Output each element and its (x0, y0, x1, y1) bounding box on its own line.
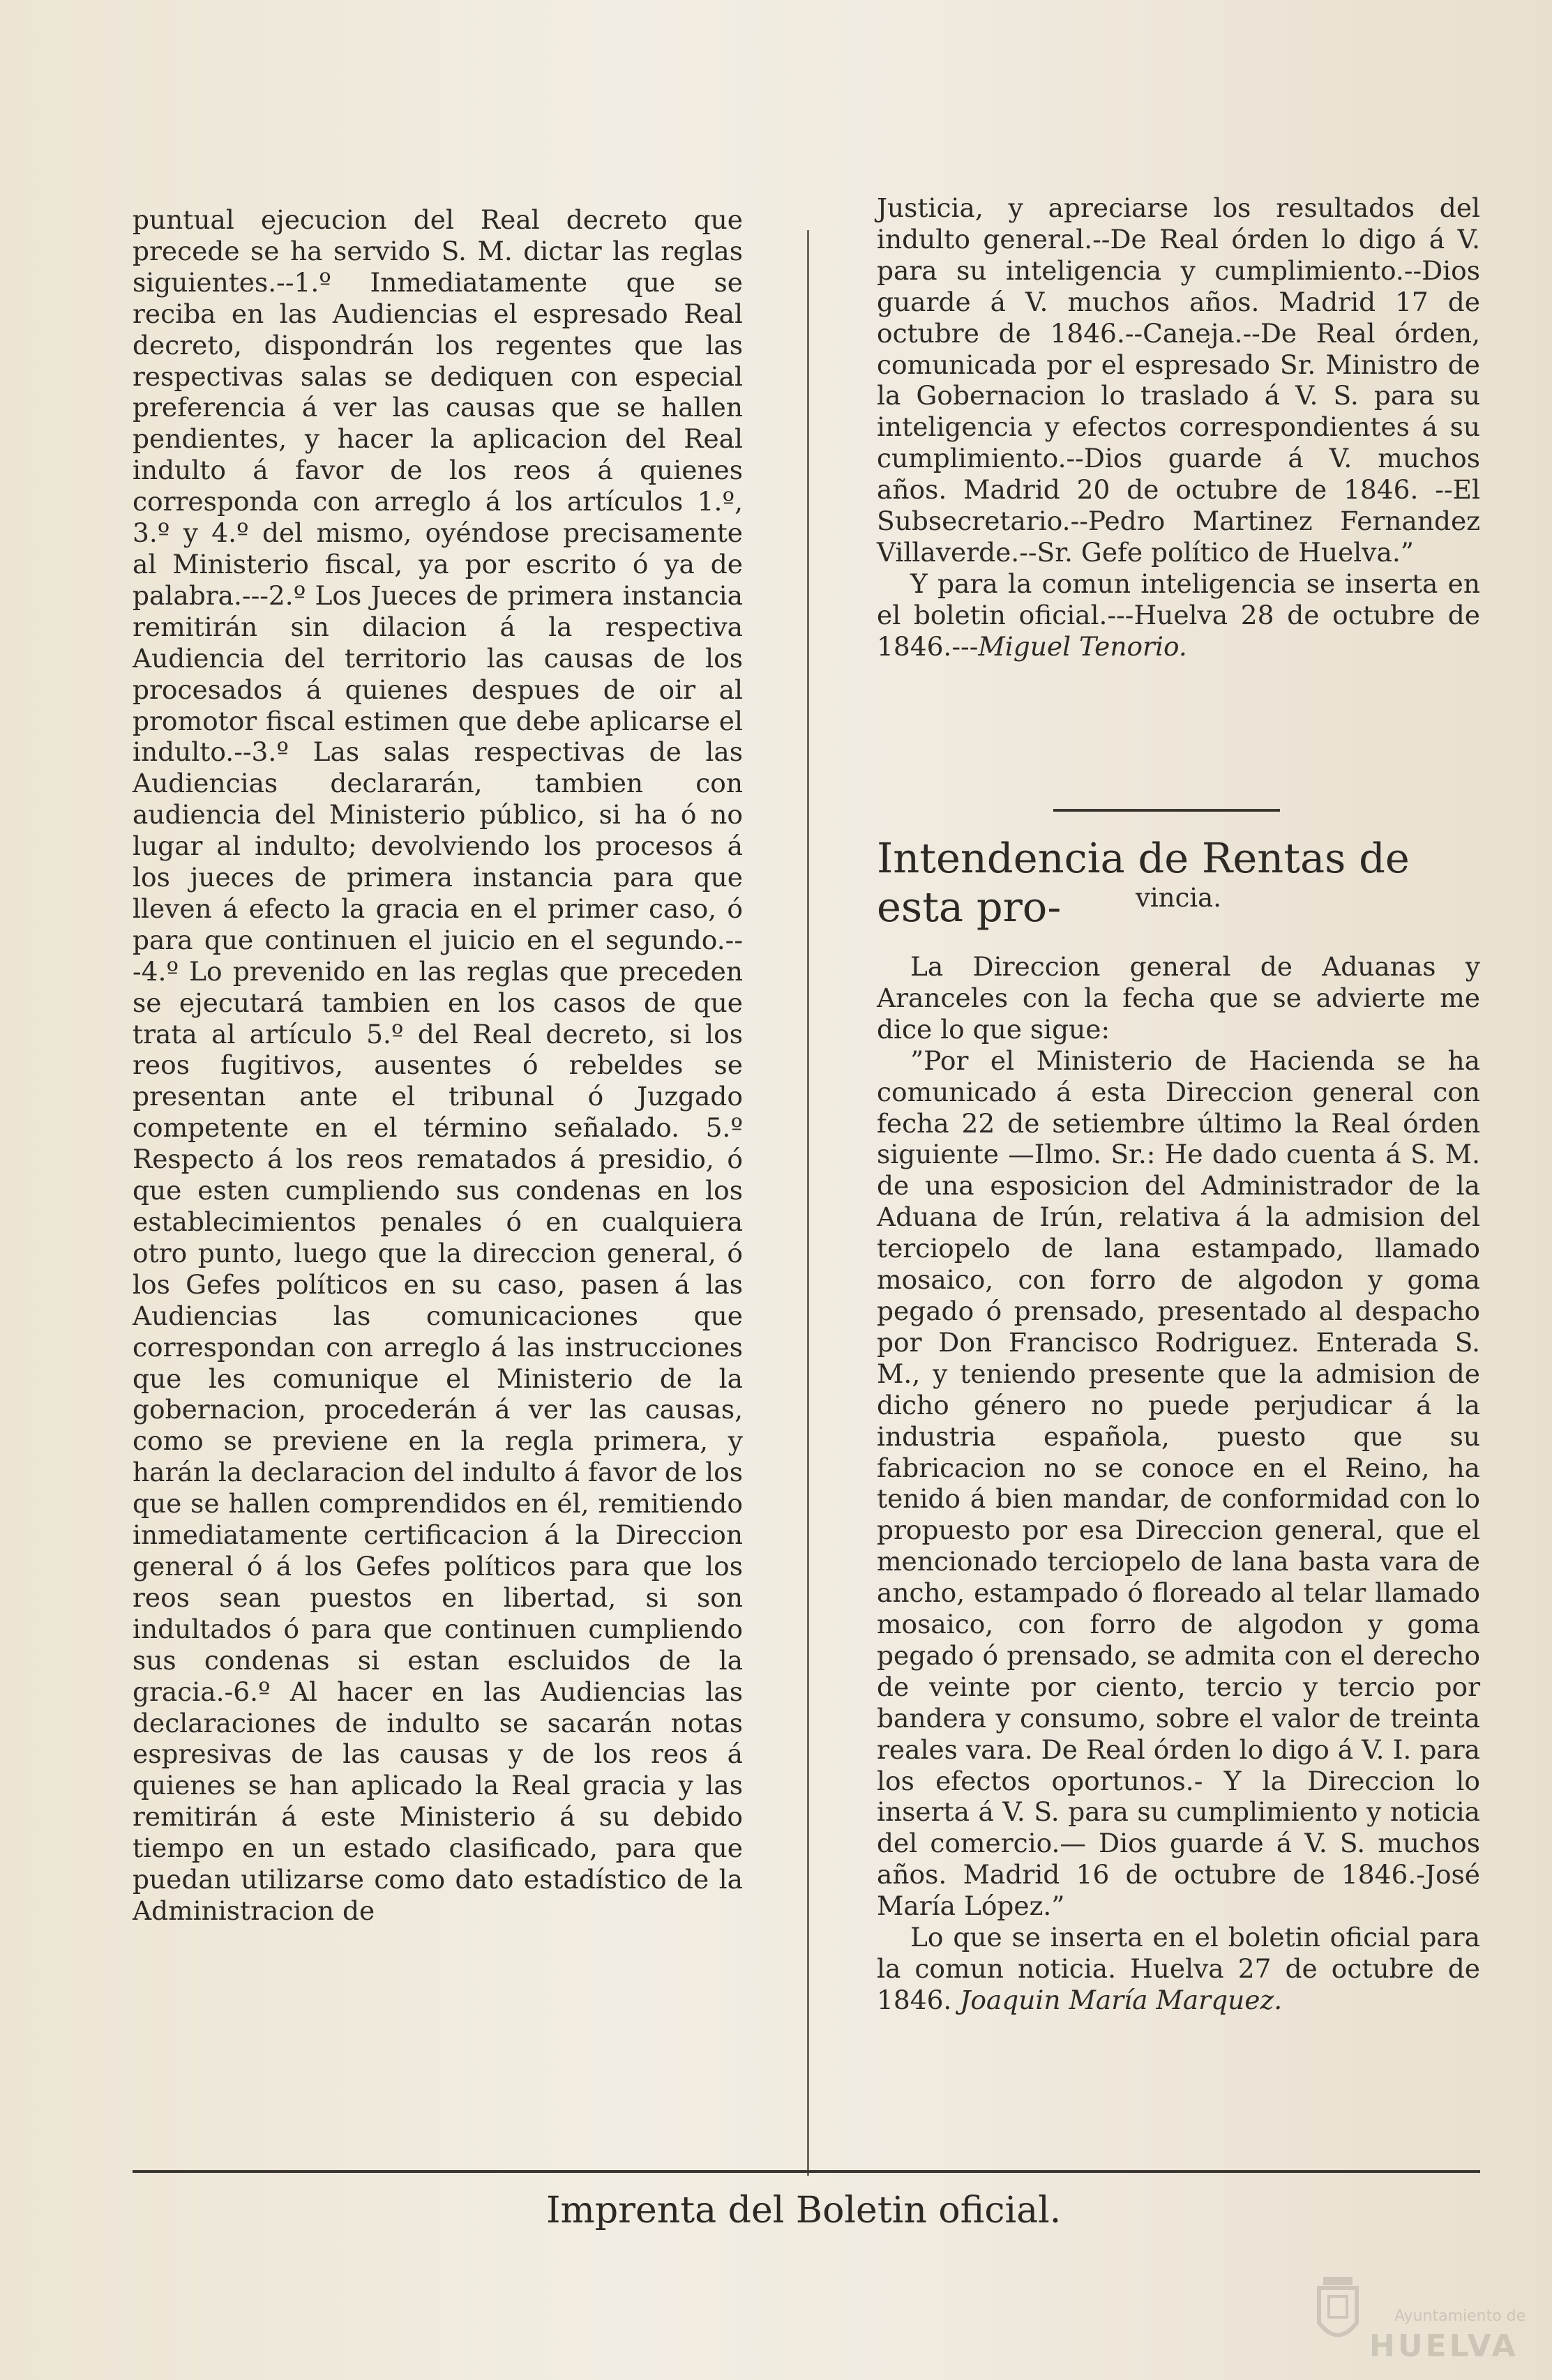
footer-rule (133, 2170, 1480, 2173)
insertion-notice-text: Y para la comun inteligencia se inserta en el boletin oficial.---Huelva 28 de octubre de 1846.--- (877, 568, 1480, 662)
city-crest-icon (1313, 2274, 1362, 2351)
right-column-lower (877, 951, 1480, 2016)
signature-tenorio: Miguel Tenorio. (978, 630, 1187, 662)
hacienda-order-paragraph: ”Por el Ministerio de Hacienda se ha comunicado á esta Direccion general con fecha 22 de setiembre último la Real órden siguiente —Ilmo. Sr.: He dado cuenta á S. M. de una esposicion del Administrador de la Aduana de Irún, relativa á la admision del terciopelo de lana estampado, llamado mosaico, con forro de algodon y goma pegado ó prensado, presentado al despacho por Don Francisco Rodriguez. Enterada S. M., y teniendo presente que la admision de dicho género no puede perjudicar á la industria española, puesto que su fabricacion no se conoce en el Reino, ha tenido á bien mandar, de conformidad con lo propuesto por esa Direccion general, que el mencionado terciopelo de lana basta vara de ancho, estampado ó floreado al telar llamado mosaico, con forro de algodon y goma pegado ó prensado, se admita con el derecho de veinte por ciento, tercio y tercio por bandera y consumo, sobre el valor de treinta reales vara. De Real órden lo digo á V. I. para los efectos oportunos.- Y la Direccion lo inserta á V. S. para su cumplimiento y noticia del comercio.— Dios guarde á V. S. muchos años. Madrid 16 de octubre de 1846.-José María López.” (877, 1045, 1480, 1922)
left-column (133, 204, 743, 1927)
section-separator (1053, 809, 1280, 812)
final-notice-paragraph (877, 1922, 1480, 2016)
right-column (877, 192, 1480, 662)
section-title-continuation: vincia. (1136, 883, 1221, 913)
signature-marquez: Joaquin María Marquez. (960, 1984, 1283, 2015)
section-title: Intendencia de Rentas de esta pro- (877, 834, 1410, 931)
aduanas-intro-paragraph: La Direccion general de Aduanas y Aranceles con la fecha que se advierte me dice lo que sigue: (877, 951, 1480, 1045)
insertion-notice-paragraph (877, 568, 1480, 662)
archive-watermark (1313, 2253, 1530, 2364)
printer-imprint: Imprenta del Boletin oficial. (546, 2190, 1062, 2231)
decree-rules-paragraph: puntual ejecucion del Real decreto que precede se ha servido S. M. dictar las reglas siguientes.--1.º Inmediatamente que se reciba en las Audiencias el espresado Real decreto, dispondrán los regentes que las respectivas salas se dediquen con especial preferencia á ver las causas que se hallen pendientes, y hacer la aplicacion del Real indulto á favor de los reos á quienes corresponda con arreglo á los artículos 1.º, 3.º y 4.º del mismo, oyéndose precisamente al Ministerio fiscal, ya por escrito ó ya de palabra.---2.º Los Jueces de primera instancia remitirán sin dilacion á la respectiva Audiencia del territorio las causas de los procesados á quienes despues de oir al promotor fiscal estimen que debe aplicarse el indulto.--3.º Las salas respectivas de las Audiencias declararán, tambien con audiencia del Ministerio público, si ha ó no lugar al indulto; devolviendo los procesos á los jueces de primera instancia para que lleven á efecto la gracia en el primer caso, ó para que continuen el juicio en el segundo.---4.º Lo prevenido en las reglas que preceden se ejecutará tambien en los casos de que trata al artículo 5.º del Real decreto, si los reos fugitivos, ausentes ó rebeldes se presentan ante el tribunal ó Juzgado competente en el término señalado. 5.º Respecto á los reos rematados á presidio, ó que esten cumpliendo sus condenas en los establecimientos penales ó en cualquiera otro punto, luego que la direccion general, ó los Gefes políticos en su caso, pasen á las Audiencias las comunicaciones que correspondan con arreglo á las instrucciones que les comunique el Ministerio de la gobernacion, procederán á ver las causas, como se previene en la regla primera, y harán la declaracion del indulto á favor de los que se hallen comprendidos en él, remitiendo inmediatamente certificacion á la Direccion general ó á los Gefes políticos para que los reos sean puestos en libertad, si son indultados ó para que continuen cumpliendo sus condenas si estan escluidos de la gracia.-6.º Al hacer en las Audiencias las declaraciones de indulto se sacarán notas espresivas de las causas y de los reos á quienes se han aplicado la Real gracia y las remitirán á este Ministerio á su debido tiempo en un estado clasificado, para que puedan utilizarse como dato estadístico de la Administracion de (133, 204, 743, 1926)
watermark-text: HUELVA (1369, 2328, 1519, 2364)
column-divider (807, 230, 809, 2176)
decree-closing-paragraph: Justicia, y apreciarse los resultados del indulto general.--De Real órden lo digo á V. para su inteligencia y cumplimiento.--Dios guarde á V. muchos años. Madrid 17 de octubre de 1846.--Caneja.--De Real órden, comunicada por el espresado Sr. Ministro de la Gobernacion lo traslado á V. S. para su inteligencia y efectos correspondientes á su cumplimiento.--Dios guarde á V. muchos años. Madrid 20 de octubre de 1846. --El Subsecretario.--Pedro Martinez Fernandez Villaverde.--Sr. Gefe político de Huelva.” (877, 192, 1480, 568)
watermark-subtext: Ayuntamiento de (1394, 2307, 1526, 2325)
final-notice-text: Lo que se inserta en el boletin oficial para la comun noticia. Huelva 27 de octubre de 1846. (877, 1922, 1480, 2015)
